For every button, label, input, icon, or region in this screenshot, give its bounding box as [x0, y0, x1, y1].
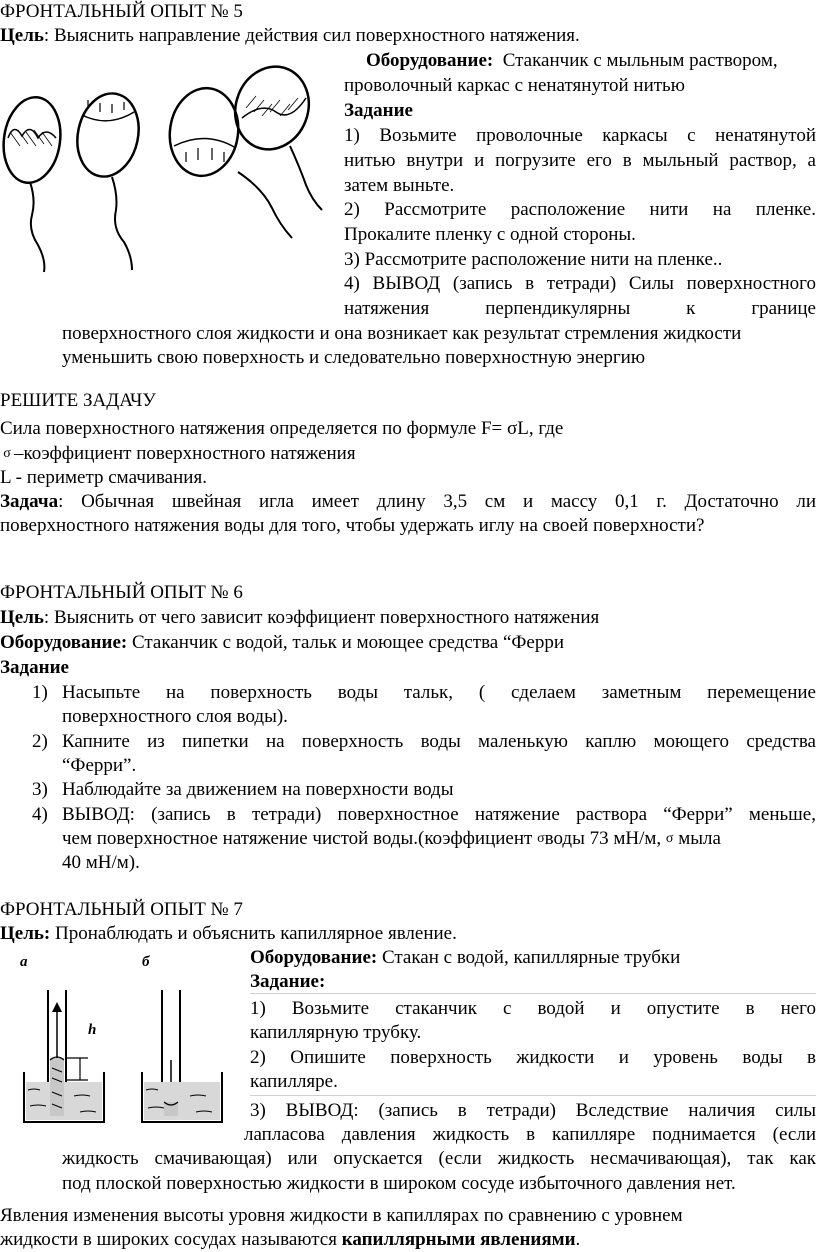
exp6-task-label: Задание [0, 657, 69, 678]
problem-task: Задача: Обычная швейная игла имеет длину 3,5 см и массу 0,1 г. Достаточно ли [0, 491, 816, 512]
exp6-title: ФРОНТАЛЬНЫЙ ОПЫТ № 6 [0, 582, 243, 603]
exp5-task-label: Задание [344, 100, 413, 121]
exp5-step1-end: затем выньте. [344, 175, 455, 196]
exp7-step1-cont: капиллярную трубку. [250, 1022, 422, 1043]
exp7-title: ФРОНТАЛЬНЫЙ ОПЫТ № 7 [0, 899, 243, 920]
exp7-task-label: Задание: [250, 971, 326, 992]
exp5-step4: 4) ВЫВОД (запись в тетради) Силы поверхностного [344, 273, 816, 294]
exp5-step4-cont: натяжения перпендикулярны к границе [344, 298, 816, 319]
exp7-conclusion: Явления изменения высоты уровня жидкости в капиллярах по сравнению с уровнем [0, 1205, 683, 1226]
figure-label-b: б [142, 954, 150, 970]
sigma-icon: σ [665, 831, 674, 846]
exp5-step3: 3) Рассмотрите расположение нити на пленке.. [344, 249, 723, 270]
exp6-item4-cont2: 40 мН/м). [62, 852, 140, 873]
exp6-item4: ВЫВОД: (запись в тетради) поверхностное натяжение раствора “Ферри” меньше, [62, 804, 816, 825]
exp6-item1: Насыпьте на поверхность воды тальк, ( сделаем заметным перемещение [62, 682, 816, 703]
exp6-item1-cont: поверхностного слоя воды). [62, 706, 288, 727]
problem-task-cont: поверхностного натяжения воды для того, чтобы удержать иглу на своей поверхности? [0, 515, 705, 536]
exp5-step1: 1) Возьмите проволочные каркасы с ненатянутой [344, 125, 816, 146]
capillary-figure [0, 950, 240, 1130]
exp5-equipment: Оборудование: Стаканчик с мыльным раствором, [366, 50, 778, 71]
exp6-item3-number: 3) [32, 779, 48, 800]
height-label-a: h [88, 1022, 97, 1038]
exp7-step2: 2) Опишите поверхность жидкости и уровень воды в [250, 1047, 816, 1068]
exp7-step3-cont: лапласова давления жидкость в капилляре поднимается (если [244, 1124, 816, 1145]
exp6-equipment: Оборудование: Стаканчик с водой, тальк и моющее средства “Ферри [0, 632, 565, 653]
exp5-step1-cont: нитью внутри и погрузите его в мыльный раствор, а [344, 150, 816, 171]
exp7-equipment: Оборудование: Стакан с водой, капиллярные трубки [250, 947, 681, 968]
divider [250, 993, 816, 994]
exp7-step2-cont: капилляре. [250, 1071, 338, 1092]
sigma-icon: σ [537, 831, 545, 846]
divider [250, 1095, 816, 1096]
problem-formula: Сила поверхностного натяжения определяется по формуле F= σL, где [0, 418, 564, 439]
exp6-goal: Цель: Выяснить от чего зависит коэффициент поверхностного натяжения [0, 607, 600, 628]
exp7-step3-cont2: жидкость смачивающая) или опускается (если жидкость несмачивающая), так как [62, 1148, 816, 1169]
exp6-item3: Наблюдайте за движением на поверхности воды [62, 779, 454, 800]
exp5-step4-cont2: поверхностного слоя жидкости и она возникает как результат стремления жидкости [62, 323, 742, 344]
exp5-step4-cont3: уменьшить свою поверхность и следовательно поверхностную энергию [62, 347, 646, 368]
exp7-step3: 3) ВЫВОД: (запись в тетради) Вследствие наличия силы [250, 1100, 816, 1121]
problem-sigma-def: σ –коэффициент поверхностного натяжения [0, 442, 356, 466]
exp5-step2: 2) Рассмотрите расположение нити на пленке. [344, 199, 816, 220]
exp5-equipment-cont: проволочный каркас с ненатянутой нитью [344, 75, 685, 96]
exp6-item1-number: 1) [32, 682, 48, 703]
exp5-title: ФРОНТАЛЬНЫЙ ОПЫТ № 5 [0, 1, 243, 22]
exp6-item2-cont: “Ферри”. [62, 755, 137, 776]
exp7-step3-cont3: под плоской поверхностью жидкости в широком сосуде избыточного давления нет. [62, 1173, 736, 1194]
exp5-goal: Цель: Выяснить направление действия сил поверхностного натяжения. [0, 25, 580, 46]
wire-frames-figure [0, 60, 335, 275]
exp6-item2-number: 2) [32, 731, 48, 752]
figure-label-a: а [20, 954, 28, 970]
sigma-icon: σ [3, 446, 11, 461]
problem-title: РЕШИТЕ ЗАДАЧУ [0, 390, 156, 411]
exp7-goal: Цель: Пронаблюдать и объяснить капиллярное явление. [0, 923, 457, 944]
exp7-step1: 1) Возьмите стаканчик с водой и опустите в него [250, 998, 816, 1019]
exp6-item4-cont: чем поверхностное натяжение чистой воды.(коэффициент $^\sigma$воды 73 мН/м, $^\sigma$ мыла [62, 828, 721, 849]
exp6-item4-number: 4) [32, 804, 48, 825]
exp7-conclusion-cont: жидкости в широких сосудах называются капиллярными явлениями. [0, 1229, 581, 1250]
problem-l-def: L - периметр смачивания. [0, 467, 207, 488]
exp5-step2-cont: Прокалите пленку с одной стороны. [344, 224, 636, 245]
exp6-item2: Капните из пипетки на поверхность воды маленькую каплю моющего средства [62, 731, 816, 752]
